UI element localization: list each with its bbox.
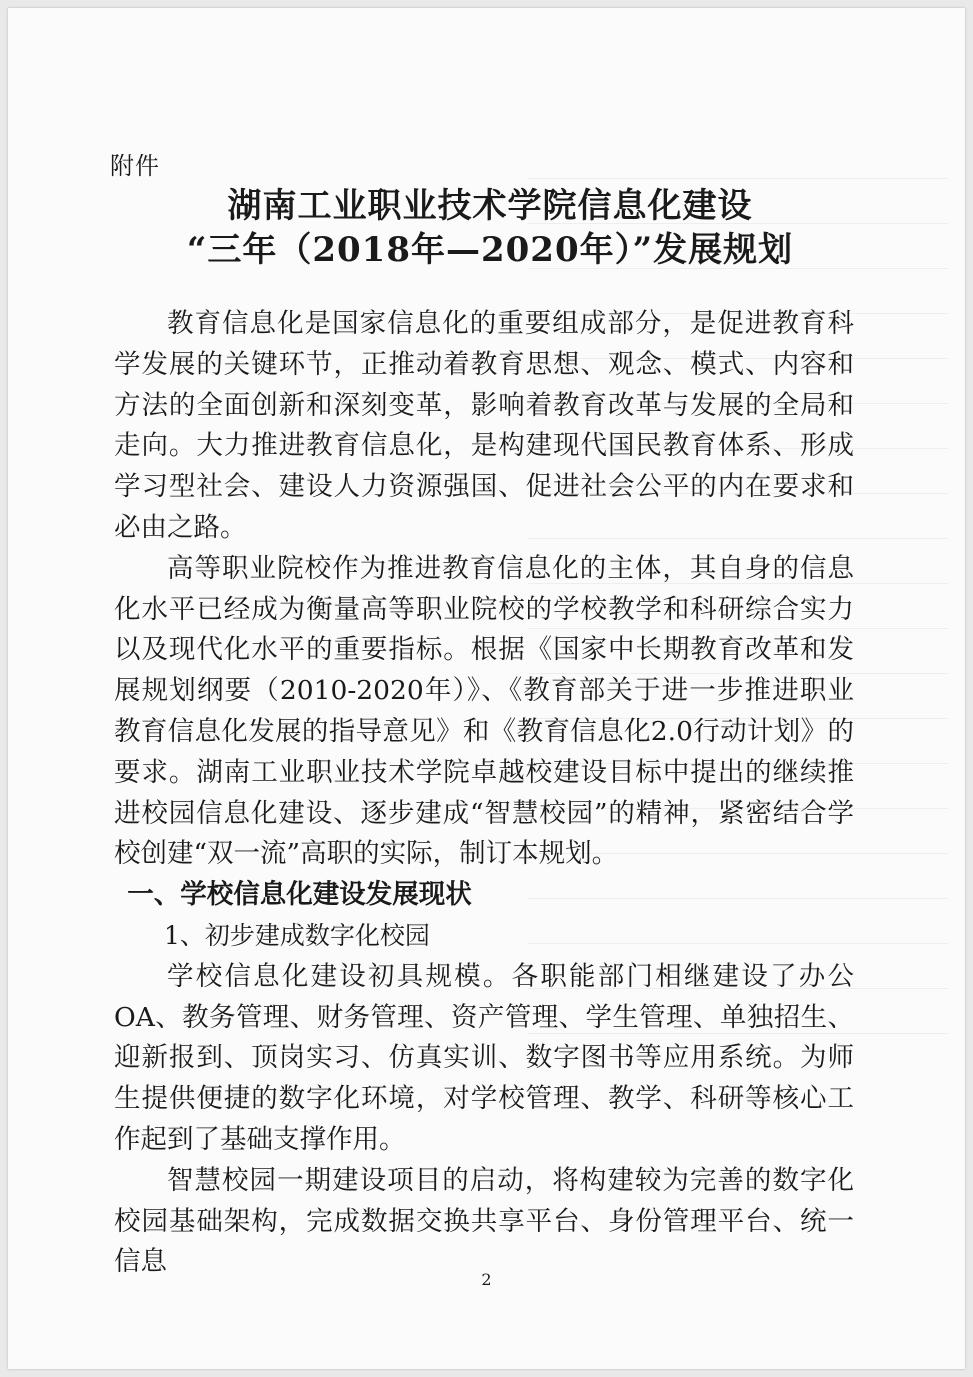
attachment-label: 附件	[110, 152, 160, 180]
intro-paragraph-1: 教育信息化是国家信息化的重要组成部分，是促进教育科学发展的关键环节，正推动着教育思想、观念、模式、内容和方法的全面创新和深刻变革，影响着教育改革与发展的全局和走向。大力推进教育信息化，是构建现代国民教育体系、形成学习型社会、建设人力资源强国、促进社会公平的内在要求和必由之路。	[114, 308, 854, 543]
section-heading: 一、学校信息化建设发展现状	[127, 879, 472, 911]
section-paragraph-1: 学校信息化建设初具规模。各职能部门相继建设了办公OA、教务管理、财务管理、资产管理、学生管理、单独招生、迎新报到、顶岗实习、仿真实训、数字图书等应用系统。为师生提供便捷的数字化环境，对学校管理、教学、科研等核心工作起到了基础支撑作用。	[114, 960, 854, 1155]
section-paragraph-2: 智慧校园一期建设项目的启动，将构建较为完善的数字化校园基础架构，完成数据交换共享平台、身份管理平台、统一信息	[114, 1164, 854, 1278]
intro-paragraph-2: 高等职业院校作为推进教育信息化的主体，其自身的信息化水平已经成为衡量高等职业院校的学校教学和科研综合实力以及现代化水平的重要指标。根据《国家中长期教育改革和发展规划纲要（2010-2020年）》、《教育部关于进一步推进职业教育信息化发展的指导意见》和《教育信息化2.0行动计划》的要求。湖南工业职业技术学院卓越校建设目标中提出的继续推进校园信息化建设、逐步建成“智慧校园”的精神，紧密结合学校创建“双一流”高职的实际，制订本规划。	[114, 552, 854, 870]
page-number: 2	[481, 1270, 492, 1289]
document-body	[114, 304, 854, 1283]
document-title-line-2: “三年（2018年—2020年）”发展规划	[186, 230, 794, 270]
document-title-line-1: 湖南工业职业技术学院信息化建设	[227, 186, 753, 226]
subsection-heading: 1、初步建成数字化校园	[164, 920, 430, 950]
